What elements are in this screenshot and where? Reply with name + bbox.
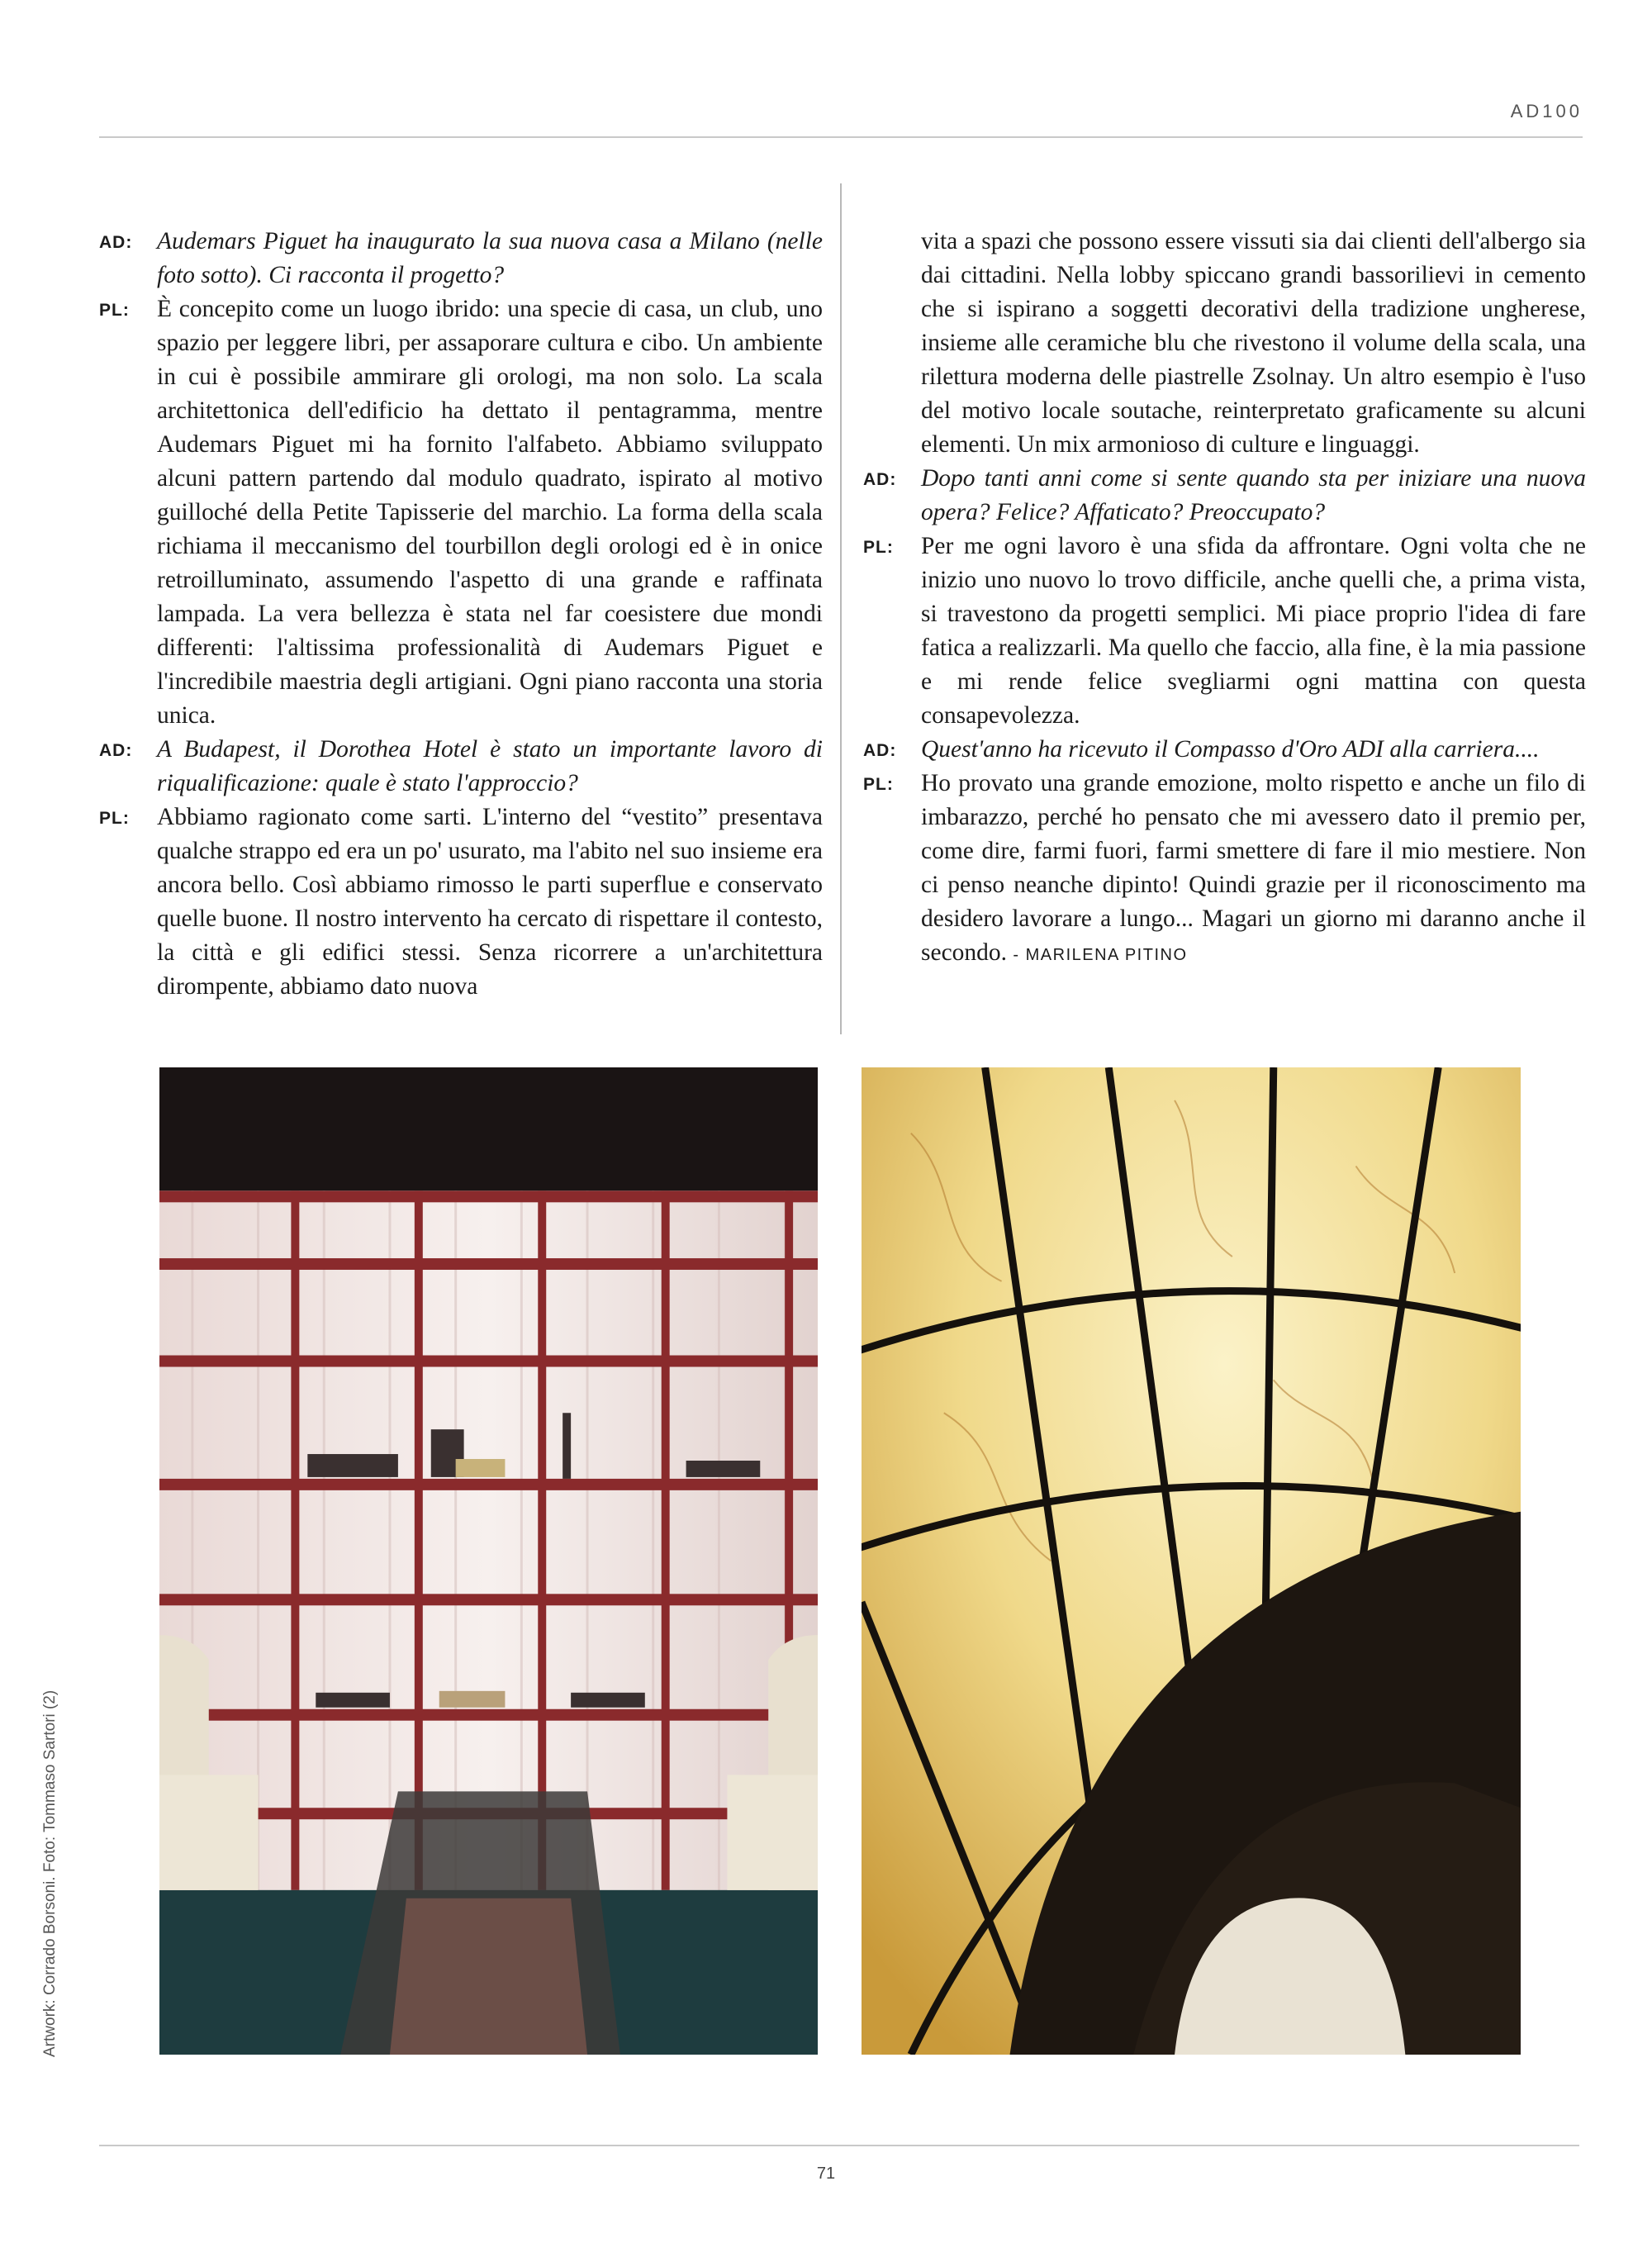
answer-text: Per me ogni lavoro è una sfida da affrontare. Ogni volta che ne inizio uno nuovo lo trovo difficile, anche quelli che, a prima vista, si travestono da progetti semplici. Mi piace proprio l'idea di fare fatica a realizzarli. Ma quello che faccio, alla fine, è la mia passione e mi rende felice svegliarmi ogni mattina con questa consapevolezza. <box>921 533 1586 729</box>
answer-2-continuation <box>863 225 1586 462</box>
bottom-rule <box>99 2145 1579 2146</box>
top-rule <box>99 136 1583 138</box>
question-text: A Budapest, il Dorothea Hotel è stato un importante lavoro di riqualificazione: quale è stato l'approccio? <box>157 736 823 796</box>
question-text: Audemars Piguet ha inaugurato la sua nuova casa a Milano (nelle foto sotto). Ci racconta il progetto? <box>157 228 823 288</box>
photo-milan-interior <box>159 1067 818 2055</box>
speaker-tag: AD: <box>863 470 897 489</box>
photo-staircase-image <box>862 1067 1521 2055</box>
photo-onyx-staircase <box>862 1067 1521 2055</box>
answer-2 <box>99 801 823 1004</box>
answer-text <box>921 767 1586 972</box>
question-4 <box>863 733 1586 767</box>
answer-text: Abbiamo ragionato come sarti. L'interno del “vestito” presentava qualche strappo ed era un po' usurato, ma l'abito nel suo insieme era ancora bello. Così abbiamo rimosso le parti superflue e conservato quelle buone. Il nostro intervento ha cercato di rispettare il contesto, la città e gli edifici stessi. Senza ricorrere a un'architettura dirompente, abbiamo dato nuova <box>157 804 823 1000</box>
answer-text: È concepito come un luogo ibrido: una specie di casa, un club, uno spazio per leggere libri, per assaporare cultura e cibo. Un ambiente in cui è possibile ammirare gli orologi, ma non solo. La scala architettonica dell'edificio ha dettato il pentagramma, mentre Audemars Piguet mi ha fornito l'alfabeto. Abbiamo sviluppato alcuni pattern partendo dal modulo quadrato, ispirato al motivo guilloché della Petite Tapisserie del marchio. La forma della scala richiama il meccanismo del tourbillon degli orologi ed è in onice retroilluminato, assumendo l'aspetto di una grande e raffinata lampada. La vera bellezza è stata nel far coesistere due mondi differenti: l'altissima professionalità di Audemars Piguet e l'incredibile maestria degli artigiani. Ogni piano racconta una storia unica. <box>157 296 823 729</box>
question-text: Quest'anno ha ricevuto il Compasso d'Oro ADI alla carriera.... <box>921 736 1540 763</box>
speaker-tag: AD: <box>863 741 897 760</box>
photo-shelving-image <box>159 1067 818 2055</box>
speaker-tag: PL: <box>99 301 130 320</box>
speaker-tag: PL: <box>99 809 130 828</box>
left-column <box>99 225 823 1004</box>
speaker-tag: AD: <box>99 233 133 252</box>
question-1 <box>99 225 823 292</box>
speaker-tag: AD: <box>99 741 133 760</box>
answer-text: vita a spazi che possono essere vissuti sia dai clienti dell'albergo sia dai cittadini. Nella lobby spiccano grandi bassorilievi in cemento che si ispirano a soggetti decorativi della tradizione ungherese, insieme alle ceramiche blu che rivestono il volume della scala, una rilettura moderna delle piastrelle Zsolnay. Un altro esempio è l'uso del motivo locale soutache, reinterpretato graficamente su alcuni elementi. Un mix armonioso di culture e linguaggi. <box>921 228 1586 458</box>
question-2 <box>99 733 823 801</box>
question-text: Dopo tanti anni come si sente quando sta per iniziare una nuova opera? Felice? Affaticato? Preoccupato? <box>921 465 1586 525</box>
answer-4 <box>863 767 1586 972</box>
speaker-tag: PL: <box>863 775 894 794</box>
speaker-tag: PL: <box>863 538 894 557</box>
page-number: 71 <box>816 2165 836 2183</box>
right-column <box>863 225 1586 972</box>
answer-body: Ho provato una grande emozione, molto rispetto e anche un filo di imbarazzo, perché ho pensato che mi avessero dato il premio per, come dire, farmi fuori, farmi smettere di fare il mio mestiere. Non ci penso neanche dipinto! Quindi grazie per il riconoscimento ma desidero lavorare a lungo... Magari un giorno mi daranno anche il secondo. <box>921 770 1586 966</box>
photo-credit: Artwork: Corrado Borsoni. Foto: Tommaso Sartori (2) <box>41 1689 59 2057</box>
question-3 <box>863 462 1586 530</box>
column-divider <box>840 183 842 1034</box>
author-byline: - MARILENA PITINO <box>1013 946 1188 964</box>
answer-3 <box>863 530 1586 733</box>
section-label: AD100 <box>1510 101 1583 121</box>
answer-1 <box>99 292 823 733</box>
